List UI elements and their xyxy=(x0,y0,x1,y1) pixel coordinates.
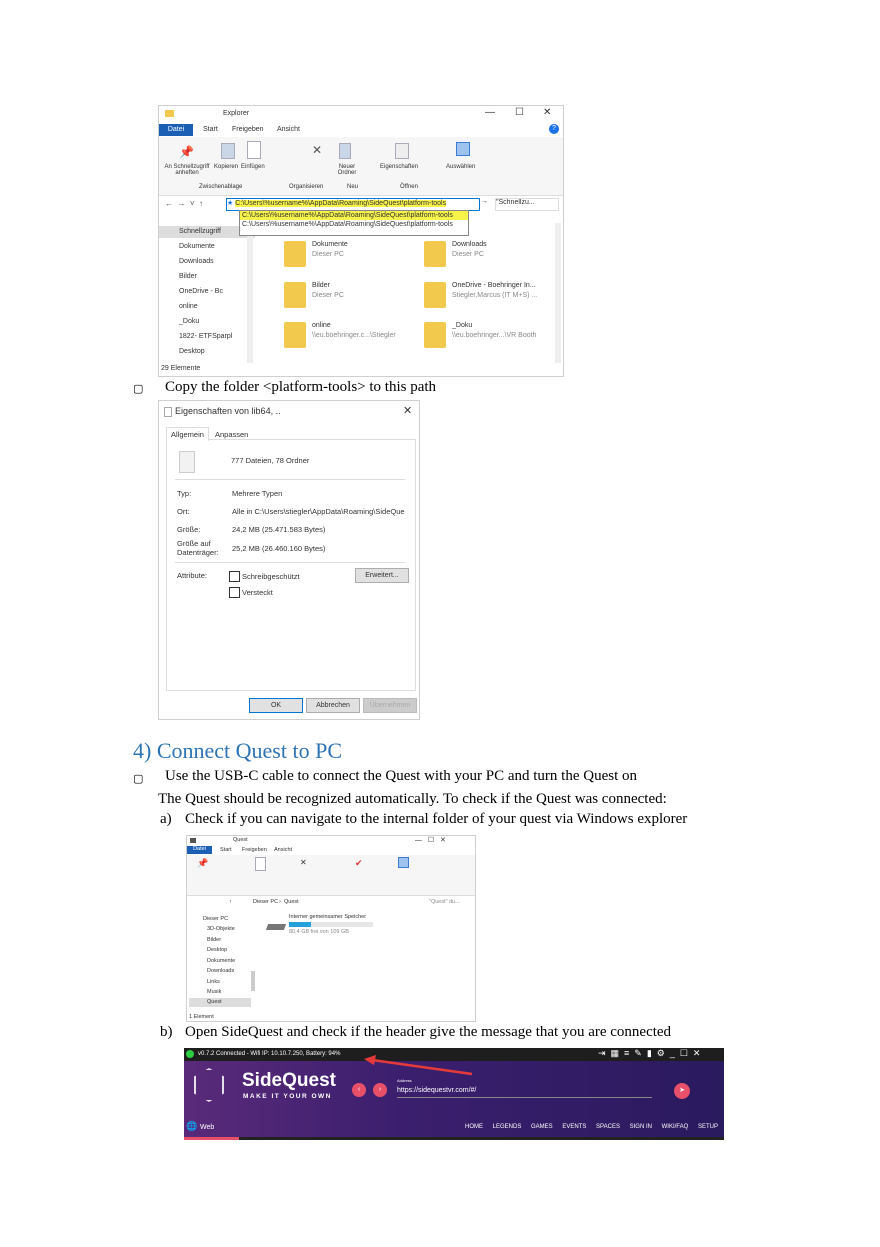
select-icon xyxy=(456,142,470,156)
ribbon xyxy=(187,855,475,896)
step-marker: a) xyxy=(160,811,172,827)
prop-value: Mehrere Typen xyxy=(232,489,283,498)
tab-freigeben[interactable]: Freigeben xyxy=(242,847,267,853)
file-item[interactable] xyxy=(284,241,414,276)
navigation-pane xyxy=(187,911,259,1011)
instruction-text: Use the USB-C cable to connect the Quest with your PC and turn the Quest on xyxy=(165,768,638,784)
group-label: Zwischenablage xyxy=(199,184,243,190)
nav-item[interactable]: Bilder xyxy=(179,273,197,280)
properties-icon xyxy=(395,143,409,159)
nav-item[interactable]: Desktop xyxy=(179,348,205,355)
search-input[interactable] xyxy=(495,198,559,211)
nav-item[interactable]: Dokumente xyxy=(179,243,215,250)
item-name: Dokumente xyxy=(312,241,348,248)
ribbon xyxy=(159,137,563,196)
file-item[interactable] xyxy=(424,322,559,357)
nav-item[interactable]: Desktop xyxy=(207,947,228,953)
item-name: Downloads xyxy=(452,241,487,248)
connection-indicator xyxy=(186,1050,194,1058)
globe-icon: 🌐 xyxy=(186,1121,198,1131)
nav-item[interactable]: 1822- ETFSparpl xyxy=(179,333,233,340)
nav-item[interactable]: Musik xyxy=(207,989,222,995)
nav-item[interactable]: OneDrive - Bc xyxy=(179,288,223,295)
section-heading: 4) Connect Quest to PC xyxy=(133,738,342,763)
group-label: Öffnen xyxy=(400,184,418,190)
breadcrumb-separator: › xyxy=(279,899,281,905)
group-label: Neu xyxy=(347,184,359,190)
nav-item[interactable]: Dieser PC xyxy=(203,916,229,922)
annotation-arrow xyxy=(364,1054,474,1076)
nav-item[interactable]: Bilder xyxy=(207,937,222,943)
item-location: Dieser PC xyxy=(312,292,344,299)
tab-start[interactable]: Start xyxy=(220,847,232,853)
pin-button[interactable]: An Schnellzugriff anheften xyxy=(164,164,210,176)
item-location: \\eu.boehringer...\VR Booth xyxy=(452,332,537,339)
address-text[interactable]: C:\Users\%username%\AppData\Roaming\SideQuest\platform-tools xyxy=(235,200,447,207)
quest-explorer-window xyxy=(186,835,476,1022)
file-icon xyxy=(164,407,172,417)
nav-legends[interactable]: LEGENDS xyxy=(492,1124,522,1130)
paragraph: The Quest should be recognized automatically. To check if the Quest was connected: xyxy=(158,791,667,807)
tab-datei[interactable]: Datei xyxy=(159,124,193,136)
nav-item[interactable]: Downloads xyxy=(179,258,214,265)
step-text: Check if you can navigate to the internal folder of your quest via Windows explorer xyxy=(185,811,688,827)
navigation-pane xyxy=(159,223,257,363)
hidden-label: Versteckt xyxy=(242,588,273,597)
copy-icon xyxy=(221,143,235,159)
quick-access-icon: ★ xyxy=(227,200,234,207)
tab-datei[interactable]: Datei xyxy=(187,846,212,854)
folder-icon xyxy=(165,110,174,117)
breadcrumb-item[interactable]: Quest xyxy=(284,899,299,905)
window-controls[interactable]: — ☐ ✕ xyxy=(415,837,446,844)
downloads-folder-icon xyxy=(424,241,446,267)
delete-icon[interactable]: ✕ xyxy=(300,858,307,867)
suggestion-item[interactable]: C:\Users\%username%\AppData\Roaming\SideQuest\platform-tools xyxy=(242,221,453,228)
step-text: Open SideQuest and check if the header give the message that you are connected xyxy=(185,1024,672,1040)
drive-usage-fill xyxy=(289,922,311,927)
tab-allgemein[interactable]: Allgemein xyxy=(166,427,209,441)
step-marker: b) xyxy=(160,1024,173,1040)
address-suggestions xyxy=(239,210,469,236)
drive-free: 80,4 GB frei von 109 GB xyxy=(289,929,349,935)
tab-ansicht[interactable]: Ansicht xyxy=(277,126,300,133)
prop-label: Größe auf Datenträger: xyxy=(177,539,219,557)
nav-wiki-faq[interactable]: WIKI/FAQ xyxy=(661,1124,689,1130)
close-icon[interactable]: ✕ xyxy=(403,405,413,417)
drive-icon xyxy=(190,838,196,843)
item-location: Dieser PC xyxy=(312,251,344,258)
summary: 777 Dateien, 78 Ordner xyxy=(231,456,310,465)
prop-value: 25,2 MB (26.460.160 Bytes) xyxy=(232,544,326,553)
readonly-checkbox[interactable] xyxy=(229,571,240,582)
folder-icon xyxy=(284,241,306,267)
prop-value: Alle in C:\Users\stiegler\AppData\Roaming\SideQue xyxy=(232,507,405,516)
breadcrumb-item[interactable]: Dieser PC xyxy=(253,899,279,905)
nav-sign-in[interactable]: SIGN IN xyxy=(629,1124,652,1130)
paste-button[interactable]: Einfügen xyxy=(241,164,265,170)
nav-item[interactable]: _Doku xyxy=(179,318,200,325)
prop-label: Ort: xyxy=(177,507,190,516)
cancel-button[interactable]: Abbrechen xyxy=(306,698,360,713)
apply-button: Übernehmen xyxy=(363,698,417,713)
scrollbar[interactable] xyxy=(247,223,253,363)
prop-label: Größe: xyxy=(177,525,201,534)
folder-icon xyxy=(284,322,306,348)
close-icon[interactable]: ✕ xyxy=(543,107,552,118)
nav-games[interactable]: GAMES xyxy=(531,1124,553,1130)
file-item[interactable] xyxy=(284,282,414,317)
explorer-window xyxy=(158,105,564,377)
window-title: Quest xyxy=(233,837,248,843)
tab-freigeben[interactable]: Freigeben xyxy=(232,126,264,133)
nav-setup[interactable]: SETUP xyxy=(697,1124,718,1130)
select-icon xyxy=(398,857,409,868)
nav-item[interactable]: Dokumente xyxy=(207,958,236,964)
hidden-checkbox[interactable] xyxy=(229,587,240,598)
go-icon[interactable]: → xyxy=(481,198,488,205)
nav-spaces[interactable]: SPACES xyxy=(596,1124,620,1130)
top-navigation xyxy=(465,1124,718,1130)
toolbar-icons[interactable]: ⇥▦≡✎▮⚙_☐✕ xyxy=(598,1048,706,1058)
tab-ansicht[interactable]: Ansicht xyxy=(274,847,293,853)
file-item[interactable] xyxy=(424,282,559,317)
drive-name: Interner gemeinsamer Speicher xyxy=(289,914,367,920)
nav-item[interactable]: Schnellzugriff xyxy=(179,228,221,235)
nav-item-selected[interactable]: Quest xyxy=(207,999,222,1005)
go-button[interactable]: ➤ xyxy=(674,1083,690,1099)
item-location: Stiegler,Marcus (IT M+S) ... xyxy=(452,292,538,299)
file-item[interactable] xyxy=(424,241,559,276)
sidequest-window xyxy=(184,1048,724,1140)
group-label: Organisieren xyxy=(289,184,324,190)
title-bar xyxy=(159,106,563,122)
properties-button[interactable]: Eigenschaften xyxy=(380,164,419,170)
ok-button[interactable]: OK xyxy=(249,698,303,713)
instruction-text: Copy the folder <platform-tools> to this path xyxy=(165,379,437,395)
nav-item[interactable]: online xyxy=(179,303,198,310)
prop-label: Typ: xyxy=(177,489,192,498)
search-placeholder: "Schnellzu... xyxy=(496,199,535,206)
tab-start[interactable]: Start xyxy=(203,126,218,133)
nav-events[interactable]: EVENTS xyxy=(562,1124,587,1130)
item-location: \\eu.boehringer.c...\Stiegler xyxy=(312,332,396,339)
nav-arrows[interactable]: ← → ˅ ↑ xyxy=(165,199,204,208)
brand-name: SideQuest xyxy=(242,1070,336,1091)
copy-button[interactable]: Kopieren xyxy=(214,164,239,170)
up-icon[interactable]: ↑ xyxy=(229,899,232,905)
nav-item[interactable]: 3D-Objekte xyxy=(207,926,235,932)
back-button[interactable]: ‹ xyxy=(352,1083,366,1097)
web-label: Web xyxy=(200,1124,215,1131)
brand-tagline: MAKE IT YOUR OWN xyxy=(243,1093,332,1100)
attributes-label: Attribute: xyxy=(177,571,208,580)
drive-item[interactable] xyxy=(267,914,387,942)
connection-status: v0.7.2 Connected - Wifi IP: 10.10.7.250, Battery: 94% xyxy=(198,1051,341,1057)
select-button[interactable]: Auswählen xyxy=(446,164,476,170)
help-icon[interactable]: ? xyxy=(549,124,559,134)
pin-icon: 📌 xyxy=(197,858,209,868)
window-title: Explorer xyxy=(223,110,250,117)
properties-dialog xyxy=(158,400,420,720)
folder-icon xyxy=(424,322,446,348)
readonly-label: Schreibgeschützt xyxy=(242,572,300,581)
drive-usage-bar xyxy=(289,922,373,927)
pin-icon: 📌 xyxy=(179,145,194,159)
file-item[interactable] xyxy=(284,322,419,357)
sidequest-logo-icon xyxy=(194,1068,224,1102)
url-input[interactable]: https://sidequestvr.com/#/ xyxy=(397,1087,652,1098)
folder-files-icon xyxy=(179,451,195,473)
drive-icon xyxy=(266,924,286,930)
minimize-icon[interactable]: — xyxy=(485,107,495,118)
scrollbar[interactable] xyxy=(555,223,561,363)
nav-item[interactable]: Downloads xyxy=(207,968,235,974)
status-bar: 1 Element xyxy=(189,1014,214,1020)
loading-progress xyxy=(184,1137,239,1140)
address-label: Address xyxy=(397,1078,412,1083)
bullet-icon: ▢ xyxy=(133,382,144,395)
tab-anpassen[interactable]: Anpassen xyxy=(215,430,249,439)
new-folder-icon xyxy=(339,143,351,159)
maximize-icon[interactable]: ☐ xyxy=(515,107,524,118)
forward-button[interactable]: › xyxy=(373,1083,387,1097)
status-bar: 29 Elemente xyxy=(161,365,201,372)
item-name: _Doku xyxy=(452,322,473,329)
item-location: Dieser PC xyxy=(452,251,484,258)
paste-icon xyxy=(247,141,261,159)
search-input[interactable]: "Quest" du... xyxy=(429,899,460,905)
dialog-title: Eigenschaften von lib64, .. xyxy=(175,406,281,416)
pictures-folder-icon xyxy=(284,282,306,308)
paste-icon xyxy=(255,857,266,871)
properties-icon: ✔ xyxy=(355,858,363,868)
item-name: Bilder xyxy=(312,282,330,289)
loading-bar xyxy=(184,1137,724,1140)
advanced-button[interactable]: Erweitert... xyxy=(355,568,409,583)
delete-icon[interactable]: ✕ xyxy=(312,143,323,157)
item-name: online xyxy=(312,322,331,329)
ribbon-tabs xyxy=(159,124,563,136)
new-folder-button[interactable]: Neuer Ordner xyxy=(337,164,357,176)
onedrive-folder-icon xyxy=(424,282,446,308)
prop-value: 24,2 MB (25.471.583 Bytes) xyxy=(232,525,326,534)
bullet-icon: ▢ xyxy=(133,772,144,785)
scrollbar[interactable] xyxy=(251,971,255,991)
suggestion-item[interactable]: C:\Users\%username%\AppData\Roaming\SideQuest\platform-tools xyxy=(240,211,468,220)
item-name: OneDrive - Boehringer In... xyxy=(452,282,536,289)
nav-home[interactable]: HOME xyxy=(464,1124,483,1130)
nav-item[interactable]: Links xyxy=(207,979,220,985)
